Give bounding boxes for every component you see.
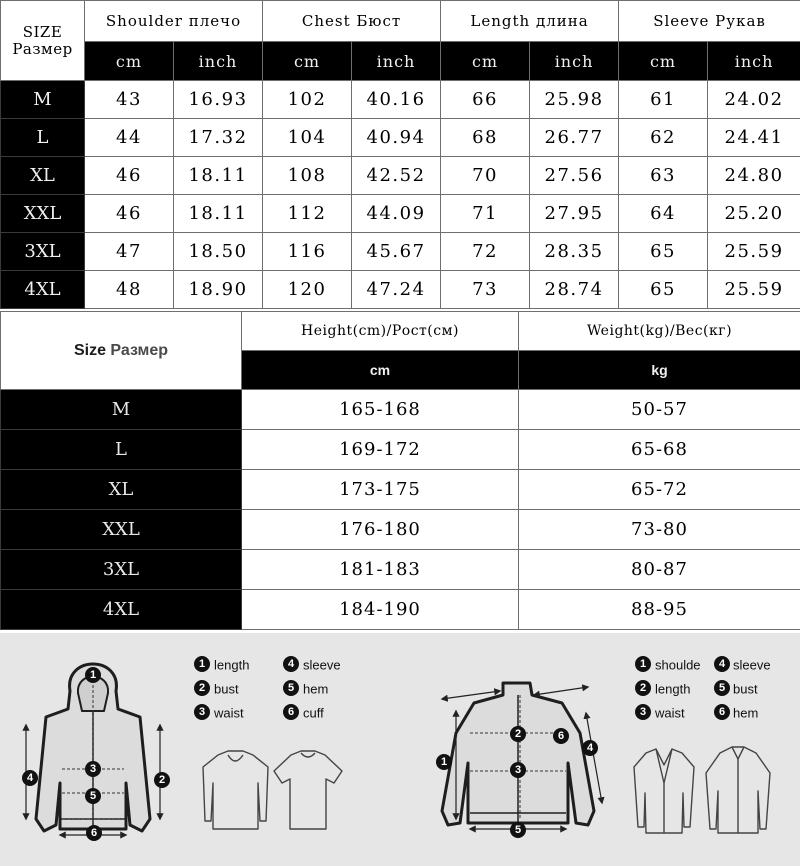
table-cell: 40.94 [352, 119, 441, 157]
table-cell: 28.35 [530, 233, 619, 271]
table-row [1, 195, 800, 233]
table-cell: 165-168 [242, 390, 519, 430]
table-cell: 18.11 [174, 195, 263, 233]
legend-label: cuff [303, 705, 324, 721]
table-row [1, 550, 800, 590]
unit-header: cm [85, 42, 174, 81]
table-row [1, 390, 800, 430]
table-cell: 61 [619, 81, 708, 119]
legend-label: hem [733, 705, 759, 721]
table-cell: 80-87 [519, 550, 800, 590]
marker-number: 5 [89, 790, 97, 802]
table-cell: 44.09 [352, 195, 441, 233]
legend-label: waist [655, 705, 685, 721]
table-cell: 48 [85, 271, 174, 309]
marker-number: 6 [90, 827, 98, 839]
table-cell: 66 [441, 81, 530, 119]
table-cell: 73 [441, 271, 530, 309]
legend-number: 1 [198, 658, 206, 670]
legend-item-length [194, 656, 249, 673]
group-header-height: Height(cm)/Рост(см) [242, 312, 519, 351]
group-header-weight: Weight(kg)/Вес(кг) [519, 312, 800, 351]
table-cell: 42.52 [352, 157, 441, 195]
table-cell: 27.56 [530, 157, 619, 195]
table-cell: 50-57 [519, 390, 800, 430]
legend-label: hem [303, 681, 329, 697]
marker-badge [85, 761, 101, 777]
legend-item-bust [714, 680, 758, 697]
legend-item-shoulder [635, 656, 701, 673]
size-label: 4XL [1, 590, 242, 630]
jacket-icon [442, 683, 594, 825]
table-cell: 102 [263, 81, 352, 119]
legend-item-sleeve [714, 656, 771, 673]
shirt-icon [706, 747, 770, 833]
table-cell: 108 [263, 157, 352, 195]
table-row [1, 119, 800, 157]
fit-size-header-ru: Размер [110, 341, 169, 359]
marker-badge [553, 728, 569, 744]
size-label: M [1, 81, 85, 119]
table-cell: 120 [263, 271, 352, 309]
legend-label: waist [214, 705, 244, 721]
marker-number: 6 [557, 730, 565, 742]
table-cell: 173-175 [242, 470, 519, 510]
measurement-guide [0, 633, 800, 866]
table-row [1, 271, 800, 309]
group-header-shoulder: Shoulder плечо [85, 1, 263, 42]
legend-item-length [635, 680, 690, 697]
size-header-ru: Размер [12, 39, 73, 58]
marker-number: 2 [158, 774, 166, 786]
table-cell: 17.32 [174, 119, 263, 157]
table-row [1, 470, 800, 510]
fit-size-header-en: Size [73, 341, 106, 359]
table-cell: 72 [441, 233, 530, 271]
fit-table [0, 311, 800, 630]
legend-label: bust [733, 681, 758, 697]
table-row [1, 430, 800, 470]
legend-number: 4 [718, 658, 726, 670]
table-cell: 25.59 [708, 233, 800, 271]
sweater-icon [203, 751, 268, 829]
legend-number: 4 [287, 658, 295, 670]
table-cell: 71 [441, 195, 530, 233]
marker-number: 3 [514, 764, 522, 776]
legend-label: sleeve [303, 657, 341, 673]
fit-size-header [1, 312, 242, 390]
legend-number: 6 [287, 706, 295, 718]
unit-header: cm [263, 42, 352, 81]
table-row [1, 590, 800, 630]
marker-number: 3 [89, 763, 97, 775]
marker-badge [85, 667, 101, 683]
table-cell: 46 [85, 195, 174, 233]
table-row [1, 510, 800, 550]
marker-badge [582, 740, 598, 756]
marker-badge [154, 772, 170, 788]
size-label: 3XL [1, 233, 85, 271]
unit-header: inch [708, 42, 800, 81]
table-cell: 24.80 [708, 157, 800, 195]
table-cell: 104 [263, 119, 352, 157]
table-cell: 18.11 [174, 157, 263, 195]
legend-label: length [214, 657, 250, 673]
size-label: L [1, 119, 85, 157]
table-cell: 24.02 [708, 81, 800, 119]
table-cell: 45.67 [352, 233, 441, 271]
table-cell: 18.50 [174, 233, 263, 271]
legend-number: 3 [198, 706, 206, 718]
marker-badge [510, 822, 526, 838]
legend-item-hem [714, 704, 758, 721]
marker-number: 1 [440, 756, 448, 768]
table-cell: 73-80 [519, 510, 800, 550]
size-label: XL [1, 157, 85, 195]
jacket-legend [635, 656, 771, 721]
table-cell: 44 [85, 119, 174, 157]
legend-item-waist [194, 704, 244, 721]
table-cell: 65 [619, 233, 708, 271]
legend-number: 1 [639, 658, 647, 670]
legend-item-hem [283, 680, 328, 697]
unit-header: cm [441, 42, 530, 81]
group-header-length: Length длина [441, 1, 619, 42]
table-cell: 40.16 [352, 81, 441, 119]
size-label: 3XL [1, 550, 242, 590]
legend-number: 3 [639, 706, 647, 718]
unit-header: inch [530, 42, 619, 81]
size-label: XXL [1, 510, 242, 550]
size-label: L [1, 430, 242, 470]
table-cell: 65-68 [519, 430, 800, 470]
tshirt-icon [274, 751, 342, 829]
size-header-en: SIZE [22, 22, 63, 41]
marker-badge [86, 825, 102, 841]
table-cell: 184-190 [242, 590, 519, 630]
size-label: XL [1, 470, 242, 510]
unit-header: inch [174, 42, 263, 81]
marker-number: 2 [514, 728, 522, 740]
legend-label: bust [214, 681, 239, 697]
table-cell: 88-95 [519, 590, 800, 630]
table-cell: 25.20 [708, 195, 800, 233]
legend-item-sleeve [283, 656, 341, 673]
table-cell: 64 [619, 195, 708, 233]
measurement-table [0, 0, 800, 309]
group-header-sleeve: Sleeve Рукав [619, 1, 800, 42]
legend-number: 6 [718, 706, 726, 718]
legend-number: 5 [287, 682, 295, 694]
legend-label: sleeve [733, 657, 771, 673]
table-cell: 16.93 [174, 81, 263, 119]
unit-header: cm [242, 351, 519, 390]
hoodie-legend [194, 656, 341, 721]
table-cell: 18.90 [174, 271, 263, 309]
table-cell: 65-72 [519, 470, 800, 510]
group-header-chest: Chest Бюст [263, 1, 441, 42]
legend-item-waist [635, 704, 685, 721]
table-cell: 25.59 [708, 271, 800, 309]
marker-badge [510, 762, 526, 778]
marker-badge [85, 788, 101, 804]
table-cell: 70 [441, 157, 530, 195]
size-label: M [1, 390, 242, 430]
measurement-guide-illustration [0, 633, 800, 866]
unit-header: inch [352, 42, 441, 81]
legend-label: length [655, 681, 691, 697]
legend-number: 2 [639, 682, 647, 694]
table-row [1, 157, 800, 195]
table-row [1, 81, 800, 119]
legend-number: 2 [198, 682, 206, 694]
table-cell: 47.24 [352, 271, 441, 309]
table-cell: 62 [619, 119, 708, 157]
marker-number: 1 [89, 669, 97, 681]
legend-item-bust [194, 680, 239, 697]
table-cell: 43 [85, 81, 174, 119]
table-cell: 68 [441, 119, 530, 157]
table-cell: 116 [263, 233, 352, 271]
table-cell: 181-183 [242, 550, 519, 590]
table-cell: 24.41 [708, 119, 800, 157]
table-cell: 25.98 [530, 81, 619, 119]
size-header [1, 1, 85, 81]
table-cell: 26.77 [530, 119, 619, 157]
marker-number: 4 [586, 742, 594, 754]
unit-header: kg [519, 351, 800, 390]
unit-header: cm [619, 42, 708, 81]
marker-number: 4 [26, 772, 34, 784]
table-cell: 112 [263, 195, 352, 233]
size-label: 4XL [1, 271, 85, 309]
table-cell: 65 [619, 271, 708, 309]
table-cell: 176-180 [242, 510, 519, 550]
legend-number: 5 [718, 682, 726, 694]
marker-badge [22, 770, 38, 786]
legend-label: shoulde [655, 657, 701, 673]
marker-badge [510, 726, 526, 742]
table-cell: 27.95 [530, 195, 619, 233]
table-cell: 47 [85, 233, 174, 271]
table-cell: 169-172 [242, 430, 519, 470]
table-cell: 63 [619, 157, 708, 195]
marker-badge [436, 754, 452, 770]
table-cell: 46 [85, 157, 174, 195]
table-row [1, 233, 800, 271]
table-cell: 28.74 [530, 271, 619, 309]
blazer-icon [634, 749, 694, 833]
size-label: XXL [1, 195, 85, 233]
legend-item-cuff [283, 704, 324, 721]
marker-number: 5 [514, 824, 522, 836]
